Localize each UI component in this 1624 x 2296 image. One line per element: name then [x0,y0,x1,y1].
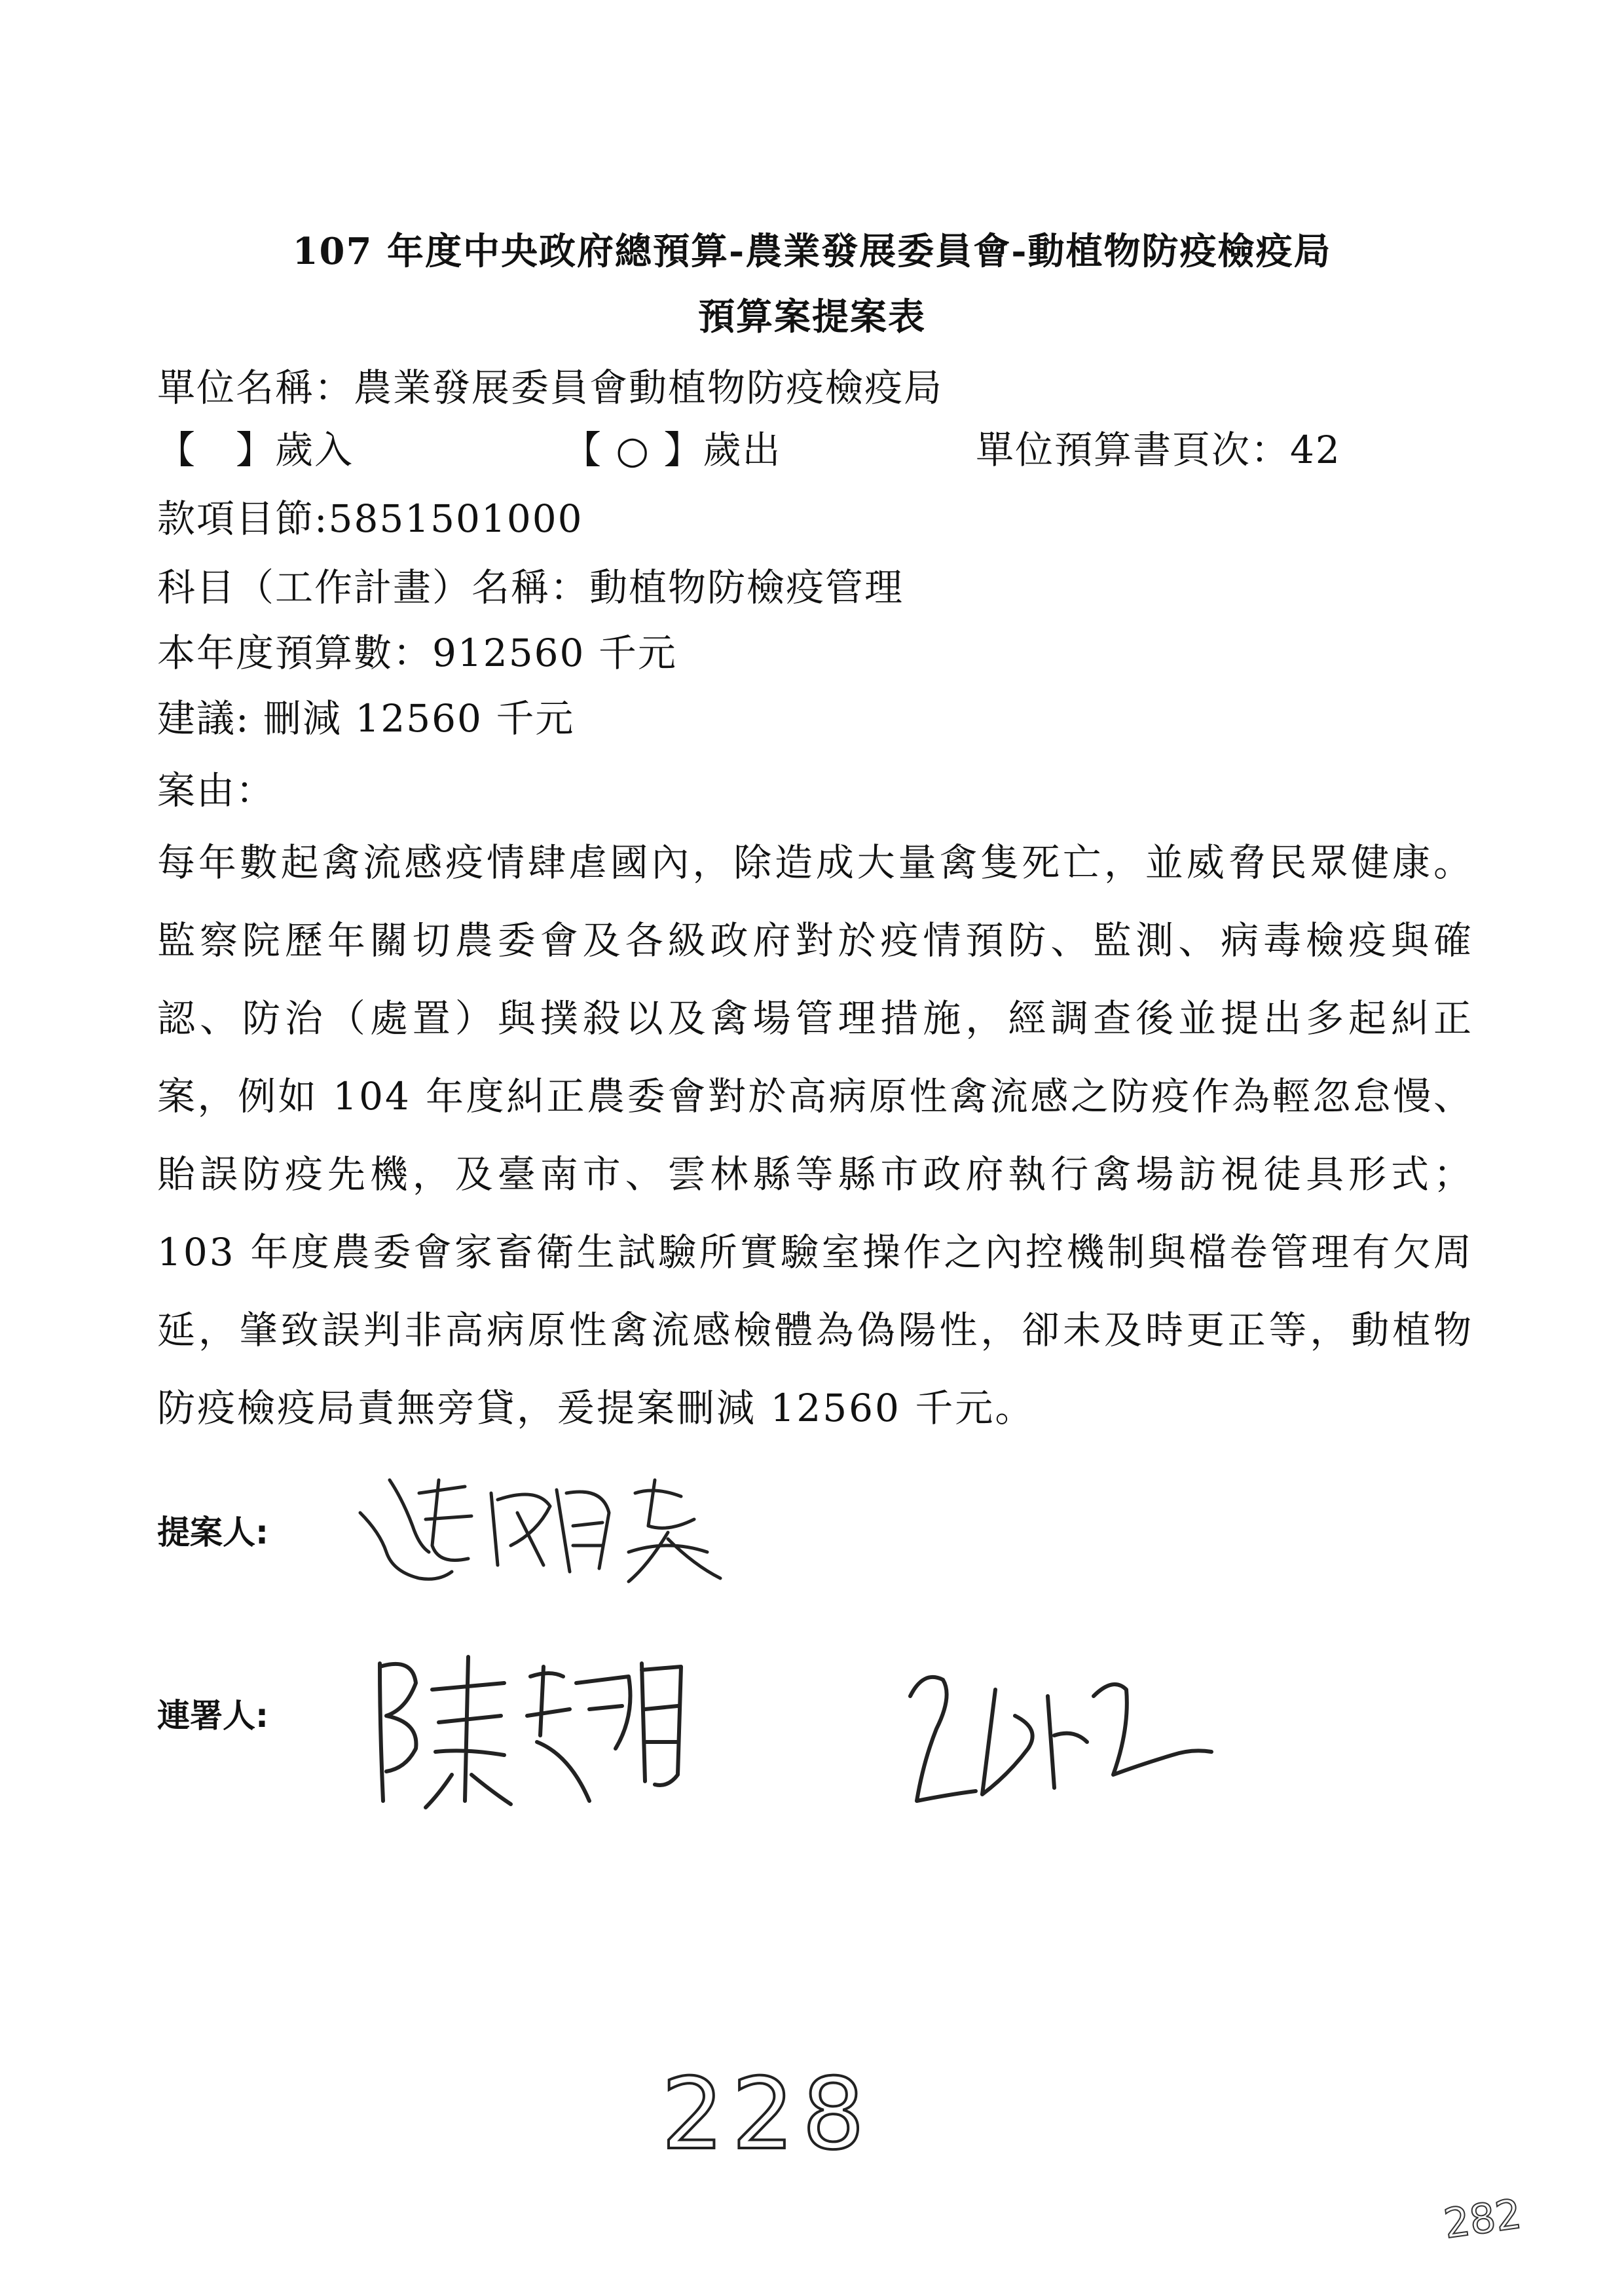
unit-name: 單位名稱：農業發展委員會動植物防疫檢疫局 [157,365,944,410]
proposer-signature [341,1454,747,1598]
cosigner-signature [354,1637,747,1821]
handwritten-corner-number [1441,2187,1559,2246]
handwritten-page-number [655,2043,904,2174]
current-budget: 本年度預算數：912560 千元 [157,631,677,675]
page-number-text: 228 [661,2058,873,2172]
expense-option: 【 ○ 】歲出 [563,428,782,472]
document-title: 107 年度中央政府總預算-農業發展委員會-動植物防疫檢疫局 [292,230,1332,273]
budget-page-ref: 單位預算書頁次：42 [976,428,1341,472]
proposer-label: 提案人: [157,1513,268,1551]
document-subtitle: 預算案提案表 [698,295,926,339]
proposal: 建議: 刪減 12560 千元 [157,696,575,741]
subject-name: 科目（工作計畫）名稱：動植物防檢疫管理 [157,565,904,610]
revenue-option: 【 】歲入 [157,428,354,472]
cosigner-signature-2 [897,1657,1225,1827]
cosigner-label: 連署人: [157,1697,268,1735]
corner-number-text: 282 [1441,2189,1524,2248]
reason-label: 案由： [157,768,276,813]
item-code: 款項目節:5851501000 [157,496,583,541]
reason-text: 每年數起禽流感疫情肆虐國內，除造成大量禽隻死亡，並威脅民眾健康。監察院歷年關切農委會及各級政府對於疫情預防、監測、病毒檢疫與確認、防治（處置）與撲殺以及禽場管理措施，經調查後並提出多起糾正案，例如 104 年度糾正農委會對於高病原性禽流感之防疫作為輕忽怠慢、貽誤防疫先機，及臺南市、雲林縣等縣市政府執行禽場訪視徒具形式；103 年度農委會家畜衛生試驗所實驗室操作之內控機制與檔卷管理有欠周延，肇致誤判非高病原性禽流感檢體為偽陽性，卻未及時更正等，動植物防疫檢疫局責無旁貸，爰提案刪減 12560 千元。 [157,840,1473,1430]
